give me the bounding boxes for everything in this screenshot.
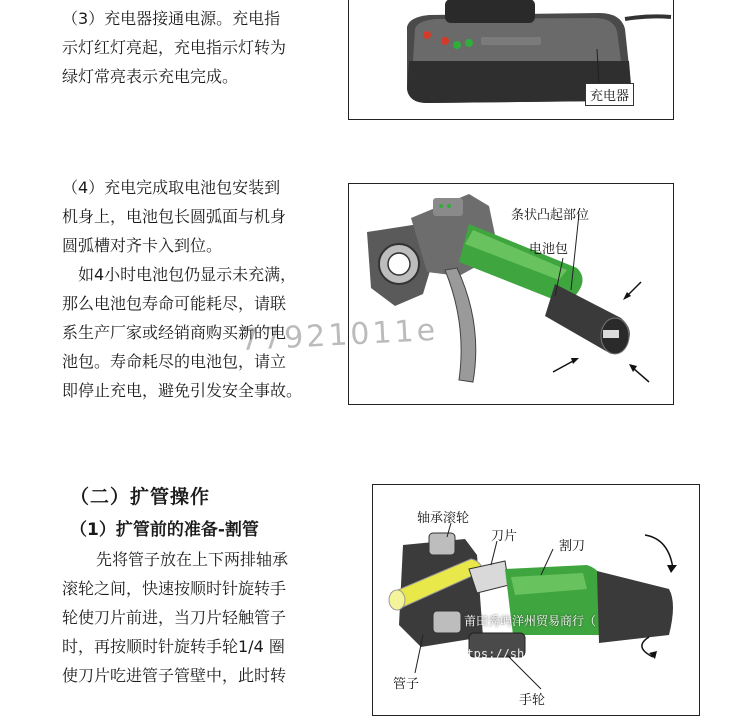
step3-line: 绿灯常亮表示充电完成。 [62, 67, 239, 86]
section2-line: 先将管子放在上下两排轴承 [96, 550, 289, 569]
step4-line: 圆弧槽对齐卡入到位。 [62, 236, 223, 255]
charger-figure [348, 0, 674, 120]
ridge-label: 条状凸起部位 [511, 208, 590, 223]
section2-line: 滚轮之间，快速按顺时针旋转手 [62, 579, 287, 598]
watermark-shop-link: https://shop77d24t21o2 [452, 647, 611, 661]
cutter-label: 割刀 [559, 539, 586, 554]
step4-text [62, 173, 286, 260]
step4-note-line: 系生产厂家或经销商购买新的电 [62, 323, 287, 342]
battery-label: 电池包 [529, 242, 569, 257]
pipe-label: 管子 [393, 677, 420, 692]
section2-line: 轮使刀片前进，当刀片轻触管子 [62, 608, 287, 627]
step4-note-line: 如4小时电池包仍显示未充满， [78, 265, 297, 284]
step4-note-line: 池包。寿命耗尽的电池包，请立 [62, 352, 287, 371]
watermark-shop-name: 莆田秀屿洋州贸易商行（ [464, 614, 597, 628]
step3-line: （3）充电器接通电源。充电指 [62, 9, 281, 28]
step4-note-line: 那么电池包寿命可能耗尽，请联 [62, 294, 287, 313]
step3-line: 示灯红灯亮起，充电指示灯转为 [62, 38, 287, 57]
section2-line: 使刀片吃进管子管壁中，此时转 [62, 666, 287, 685]
handwheel-label: 手轮 [519, 693, 546, 708]
section2-line: 时，再按顺时针旋转手轮1/4 圈 [62, 637, 285, 656]
step4-line: 机身上，电池包长圆弧面与机身 [62, 207, 287, 226]
charger-label: 充电器 [585, 83, 634, 106]
section2-subheading: （1）扩管前的准备-割管 [70, 520, 259, 540]
bearing-roller-label: 轴承滚轮 [417, 511, 470, 526]
step4-line: （4）充电完成取电池包安装到 [62, 178, 281, 197]
section2-text [62, 545, 288, 690]
step4-note-line: 即停止充电，避免引发安全事故。 [62, 381, 303, 400]
section2-heading: （二）扩管操作 [70, 486, 211, 508]
watermark-large-text: 77921011e [239, 312, 439, 359]
pipe-cutting-figure [372, 484, 700, 716]
blade-label: 刀片 [491, 529, 518, 544]
battery-install-figure [348, 183, 674, 405]
step3-text [62, 4, 286, 91]
